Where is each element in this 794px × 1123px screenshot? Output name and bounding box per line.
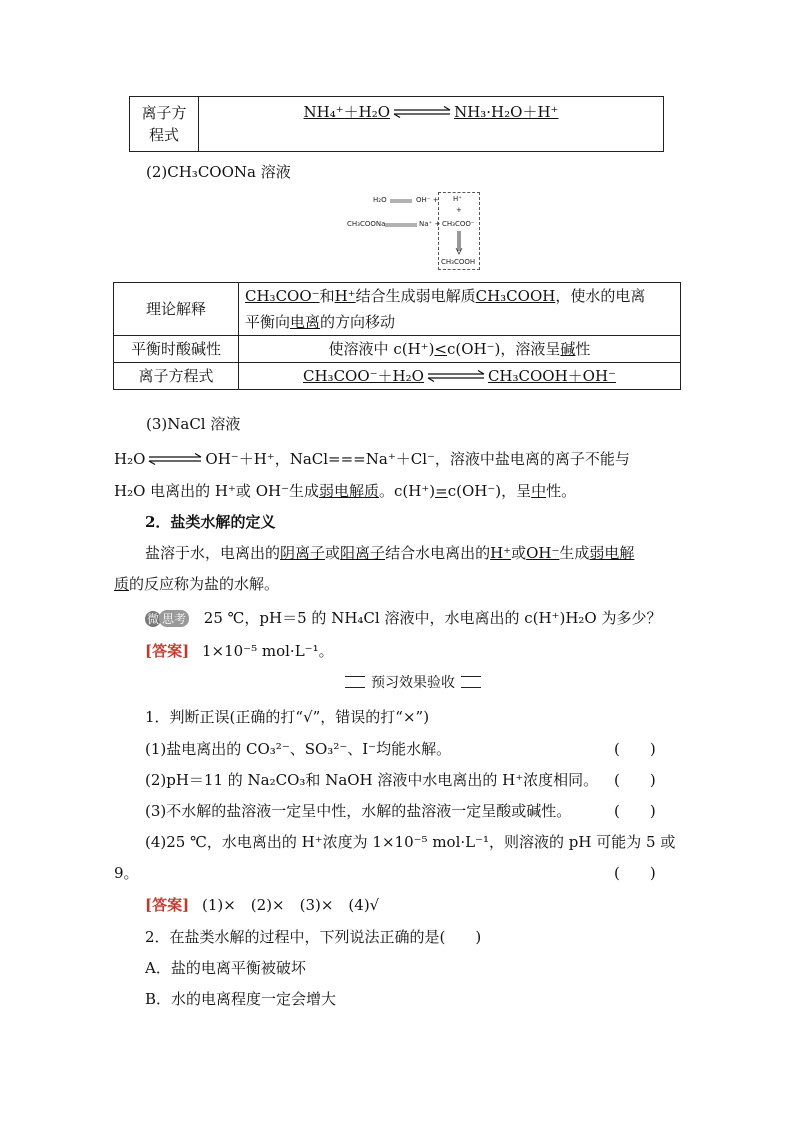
question-1-1: (1)盐电离出的 CO₃²⁻、SO₃²⁻、I⁻均能水解。 — [145, 740, 452, 758]
practice-banner: 预习效果验收 — [345, 672, 481, 690]
equilibrium-arrow-icon — [147, 453, 203, 465]
definition-line-1: 盐溶于水，电离出的阴离子或阳离子结合水电离出的H⁺或OH⁻生成弱电解 — [145, 544, 635, 562]
row-label: 理论解释 — [114, 283, 239, 336]
equilibrium-arrow-icon — [426, 370, 486, 382]
section-heading: (2)CH₃COONa 溶液 — [146, 163, 291, 181]
ch3coona-table — [113, 282, 681, 390]
theory-text: CH₃COO⁻和H⁺结合生成弱电解质CH₃COOH，使水的电离 平衡向电离的方向移动 — [239, 283, 681, 336]
think-badge: 微 思考 — [145, 610, 189, 627]
answer-bracket: ( ) — [614, 771, 656, 789]
question-1-4-cont: 9。 — [114, 864, 139, 882]
question-1-3: (3)不水解的盐溶液一定呈中性，水解的盐溶液一定呈酸或碱性。 — [145, 802, 572, 820]
think-answer: [答案] 1×10⁻⁵ mol·L⁻¹。 — [145, 642, 334, 660]
row-label: 平衡时酸碱性 — [114, 336, 239, 363]
row-label: 离子方 程式 — [130, 97, 199, 152]
question-1-4: (4)25 ℃，水电离出的 H⁺浓度为 1×10⁻⁵ mol·L⁻¹，则溶液的 pH 可能为 5 或 — [145, 833, 676, 851]
ion-equation: NH₄⁺＋H₂O NH₃·H₂O＋H⁺ — [199, 97, 664, 152]
think-question: 微 思考 25 ℃，pH＝5 的 NH₄Cl 溶液中，水电离出的 c(H⁺)H₂O 为多少？ — [146, 609, 662, 627]
equilibrium-arrow-icon — [392, 106, 452, 118]
definition-heading: 2．盐类水解的定义 — [145, 513, 276, 531]
question-2-heading: 2．在盐类水解的过程中，下列说法正确的是( ) — [145, 928, 482, 946]
question-1-answer: [答案] (1)× (2)× (3)× (4)√ — [145, 896, 380, 914]
answer-bracket: ( ) — [614, 740, 656, 758]
ion-equation: CH₃COO⁻＋H₂O CH₃COOH＋OH⁻ — [239, 363, 681, 390]
down-arrow-icon — [455, 231, 463, 255]
question-1-heading: 1．判断正误(正确的打“√”，错误的打“×”) — [145, 708, 430, 726]
answer-bracket: ( ) — [614, 864, 656, 882]
option-b: B．水的电离程度一定会增大 — [145, 990, 337, 1008]
question-1-2: (2)pH＝11 的 Na₂CO₃和 NaOH 溶液中水电离出的 H⁺浓度相同。 — [145, 771, 599, 789]
option-a: A．盐的电离平衡被破坏 — [145, 959, 306, 977]
arrow-icon — [385, 222, 417, 228]
nacl-line-1: H₂O OH⁻＋H⁺，NaCl===Na⁺＋Cl⁻，溶液中盐电离的离子不能与 — [114, 449, 630, 468]
acidity-text: 使溶液中 c(H⁺)<c(OH⁻)，溶液呈碱性 — [239, 336, 681, 363]
definition-line-2: 质的反应称为盐的水解。 — [114, 575, 280, 593]
nacl-line-2: H₂O 电离出的 H⁺或 OH⁻生成弱电解质。c(H⁺)=c(OH⁻)，呈中性。 — [114, 482, 577, 500]
row-label: 离子方程式 — [114, 363, 239, 390]
section-heading: (3)NaCl 溶液 — [146, 415, 241, 433]
hydrolysis-diagram: H₂O OH⁻ + H⁺ + CH₃COONa Na⁺ + CH₃COO⁻ CH₃COOH — [342, 190, 482, 272]
answer-bracket: ( ) — [614, 802, 656, 820]
ion-equation-table-1 — [129, 96, 664, 152]
equilibrium-arrow-icon — [390, 198, 412, 204]
